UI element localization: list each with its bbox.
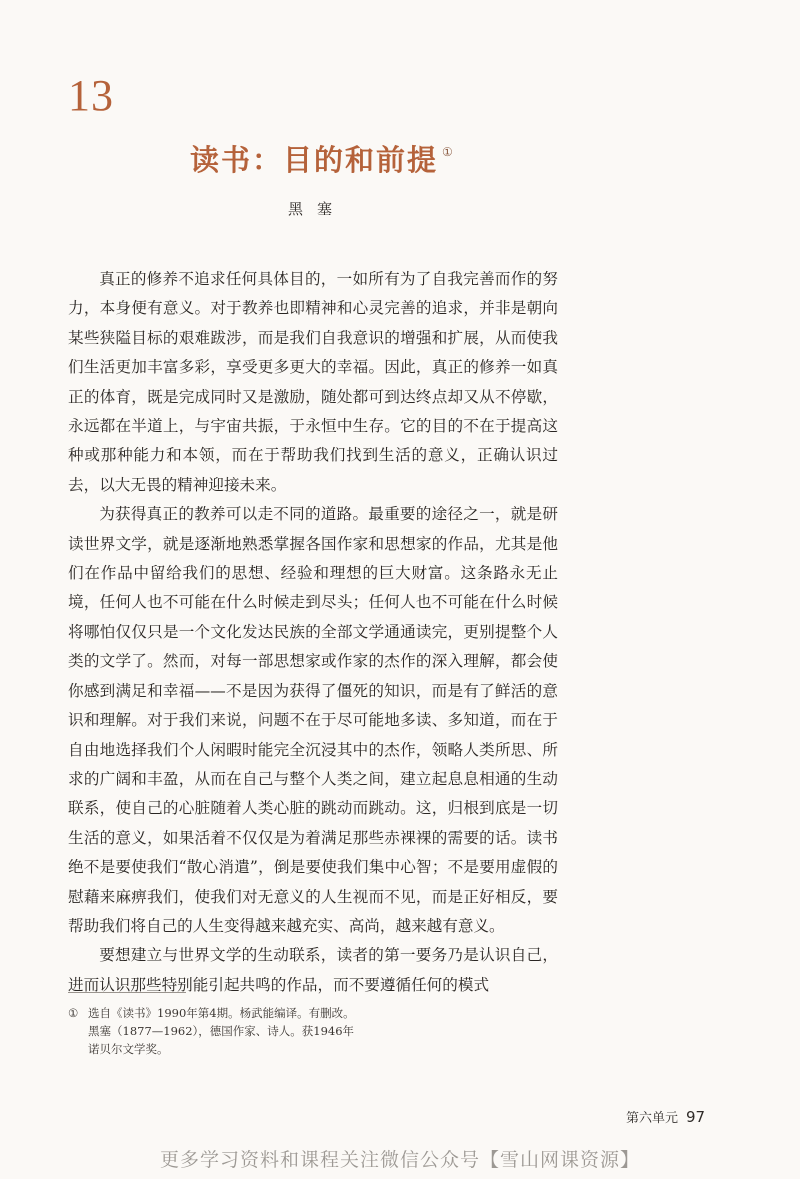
footnote-line-2: 黑塞（1877—1962），德国作家、诗人。获1946年 [88,1024,355,1038]
lesson-number: 13 [68,71,114,120]
footnote-line-1: 选自《读书》1990年第4期。杨武能编译。有删改。 [88,1006,355,1020]
footnote-line-3: 诺贝尔文学奖。 [88,1042,169,1056]
paragraph-3: 要想建立与世界文学的生动联系，读者的第一要务乃是认识自己，进而认识那些特别能引起共鸣的作品，而不要遵循任何的模式 [68,946,558,994]
footnote-text [88,1004,408,1058]
paragraph-1: 真正的修养不追求任何具体目的，一如所有为了自我完善而作的努力，本身便有意义。对于教养也即精神和心灵完善的追求，并非是朝向某些狭隘目标的艰难跋涉，而是我们自我意识的增强和扩展，从而使我们生活更加丰富多彩，享受更多更大的幸福。因此，真正的修养一如真正的体育，既是完成同时又是激励，随处都可到达终点却又从不停歇，永远都在半道上，与宇宙共振，于永恒中生存。它的目的不在于提高这种或那种能力和本领，而在于帮助我们找到生活的意义，正确认识过去，以大无畏的精神迎接未来。 [68,270,558,494]
watermark-text: 更多学习资料和课程关注微信公众号【雪山网课资源】 [159,1149,640,1171]
footnote-divider [68,992,186,993]
footnote-marker: ① [68,1006,79,1020]
page-footer [626,1107,705,1126]
article-body [68,265,558,1000]
paragraph-2: 为获得真正的教养可以走不同的道路。最重要的途径之一，就是研读世界文学，就是逐渐地熟悉掌握各国作家和思想家的作品，尤其是他们在作品中留给我们的思想、经验和理想的巨大财富。这条路永无止境，任何人也不可能在什么时候走到尽头；任何人也不可能在什么时候将哪怕仅仅只是一个文化发达民族的全部文学通通读完，更别提整个人类的文学了。然而，对每一部思想家或作家的杰作的深入理解，都会使你感到满足和幸福——不是因为获得了僵死的知识，而是有了鲜活的意识和理解。对于我们来说，问题不在于尽可能地多读、多知道，而在于自由地选择我们个人闲暇时能完全沉浸其中的杰作，领略人类所思、所求的广阔和丰盈，从而在自己与整个人类之间，建立起息息相通的生动联系，使自己的心脏随着人类心脏的跳动而跳动。这，归根到底是一切生活的意义，如果活着不仅仅是为着满足那些赤裸裸的需要的话。读书绝不是要使我们“散心消遣”，倒是要使我们集中心智；不是要用虚假的慰藉来麻痹我们，使我们对无意义的人生视而不见，而是正好相反，要帮助我们将自己的人生变得越来越充实、高尚，越来越有意义。 [68,505,558,935]
unit-label: 第六单元 [626,1111,679,1126]
article-title-text: 读书：目的和前提 [190,143,439,177]
article-title [190,138,455,179]
footnote [68,1004,408,1058]
page-number: 97 [686,1108,706,1126]
author-name: 黑塞 [288,200,347,218]
title-footnote-marker: ① [442,145,455,159]
